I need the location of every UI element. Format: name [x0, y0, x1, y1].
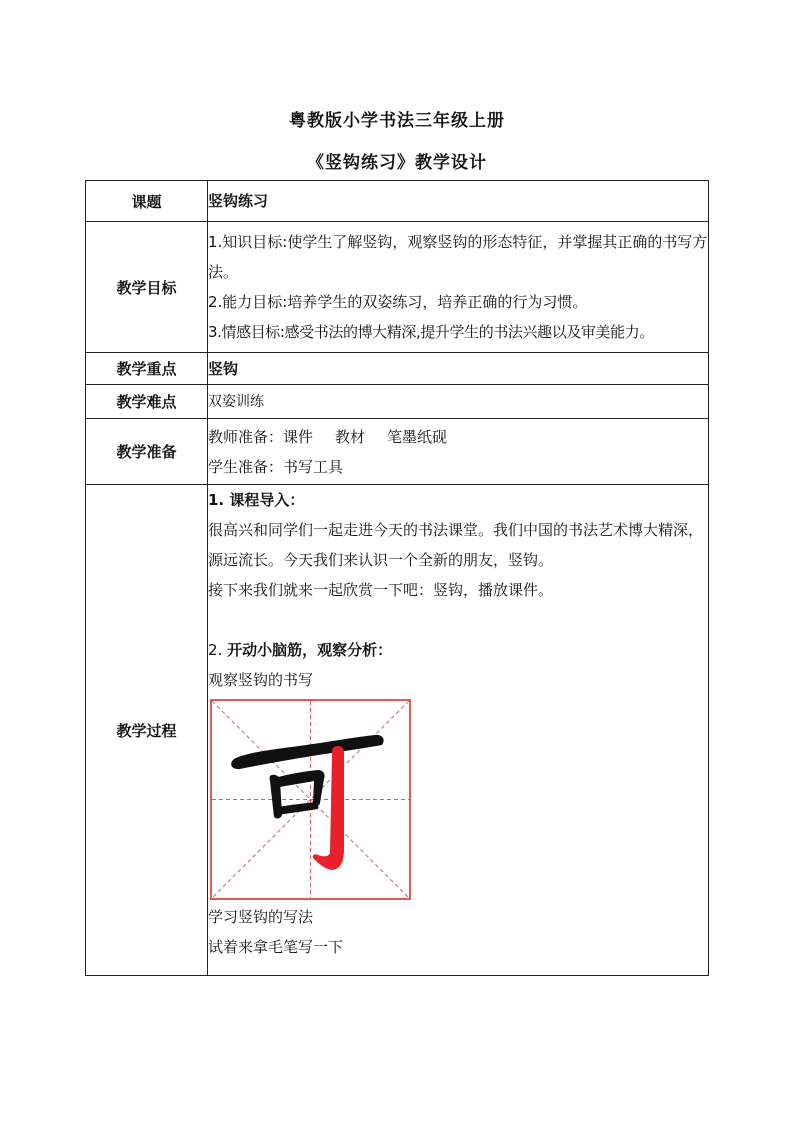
label-process: 教学过程: [86, 485, 208, 976]
prep-student: 学生准备：书写工具: [208, 457, 344, 476]
character-ke-on-mi-grid-icon: [210, 699, 411, 900]
observe-text: 观察竖钩的书写: [208, 671, 314, 689]
label-goals: 教学目标: [86, 222, 208, 353]
value-key: 竖钩: [208, 353, 709, 385]
row-process: [86, 485, 709, 976]
step2-title: [208, 635, 708, 665]
row-difficulty: [86, 385, 709, 419]
label-prep: 教学准备: [86, 419, 208, 485]
prep-teacher: [208, 422, 708, 452]
step2-text: 开动小脑筋，观察分析：: [227, 641, 393, 659]
step2-number: 2.: [208, 641, 223, 659]
row-goals: [86, 222, 709, 353]
label-key: 教学重点: [86, 353, 208, 385]
calligraphy-grid-image: [210, 699, 411, 900]
value-prep: [208, 419, 709, 485]
step1-title: 1. 课程导入：: [208, 491, 305, 509]
row-key: [86, 353, 709, 385]
label-topic: 课题: [86, 181, 208, 222]
lesson-plan-table: [85, 180, 709, 976]
goal-item: 1.知识目标:使学生了解竖钩，观察竖钩的形态特征，并掌握其正确的书写方法。: [208, 233, 708, 281]
prep-teacher-item: 教材: [335, 427, 366, 446]
prep-teacher-prefix: 教师准备：课件: [208, 427, 314, 446]
label-difficulty: 教学难点: [86, 385, 208, 419]
prep-teacher-item: 笔墨纸砚: [387, 427, 448, 446]
value-process: [208, 485, 709, 976]
try-text: 试着来拿毛笔写一下: [208, 938, 344, 956]
step1-paragraph: 接下来我们就来一起欣赏一下吧：竖钩，播放课件。: [208, 581, 554, 599]
row-prep: [86, 419, 709, 485]
goal-item: 3.情感目标:感受书法的博大精深,提升学生的书法兴趣以及审美能力。: [208, 323, 654, 341]
page-title: 粤教版小学书法三年级上册: [289, 111, 505, 131]
value-topic: 竖钩练习: [208, 181, 709, 222]
value-difficulty: 双姿训练: [208, 385, 709, 419]
value-goals: [208, 222, 709, 353]
row-topic: [86, 181, 709, 222]
page-subtitle: 《竖钩练习》教学设计: [307, 153, 487, 173]
goal-item: 2.能力目标:培养学生的双姿练习，培养正确的行为习惯。: [208, 293, 588, 311]
learn-text: 学习竖钩的写法: [208, 908, 314, 926]
step1-paragraph: 很高兴和同学们一起走进今天的书法课堂。我们中国的书法艺术博大精深，源远流长。今天我们来认识一个全新的朋友，竖钩。: [208, 521, 704, 569]
